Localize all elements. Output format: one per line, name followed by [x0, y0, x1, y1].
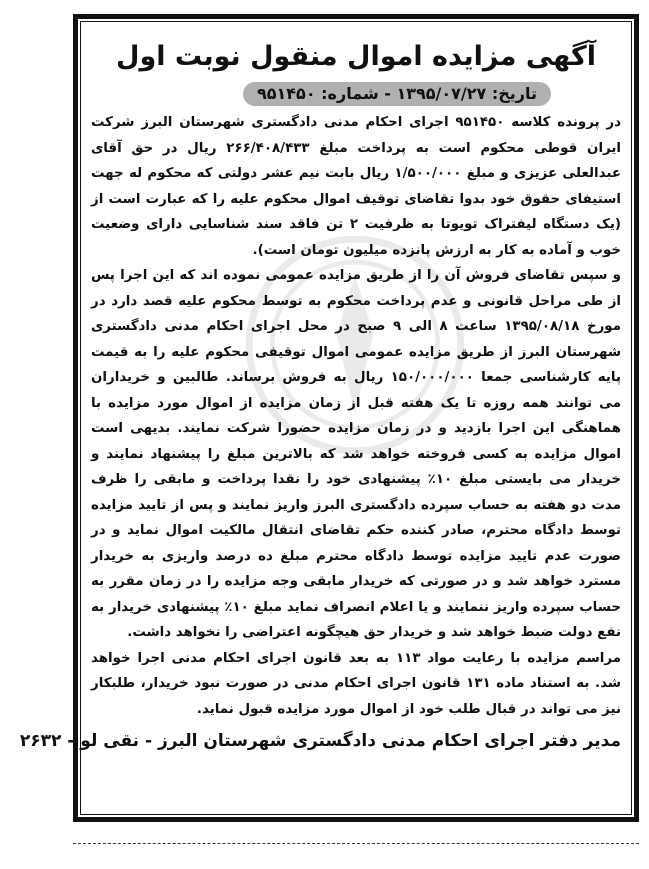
signature-line: مدیر دفتر اجرای احکام مدنی دادگستری شهرستان البرز - نقی لو - ۲۶۳۲ — [19, 731, 621, 751]
notice-body — [91, 110, 621, 722]
notice-title: آگهی مزایده اموال منقول نوبت اول — [116, 41, 596, 72]
date-number-line — [91, 82, 621, 106]
cut-line-separator — [73, 843, 639, 844]
paragraph-auction-terms: و سپس تقاضای فروش آن را از طریق مزایده عمومی نموده اند که این اجرا پس از طی مراحل قانونی و عدم پرداخت محکوم به توسط محکوم علیه قصد دارد در مورخ ۱۳۹۵/۰۸/۱۸ ساعت ۸ الی ۹ صبح در محل اجرای احکام مدنی دادگستری شهرستان البرز از طریق مزایده عمومی اموال توقیفی محکوم علیه را به قیمت پایه کارشناسی جمعا ۱۵۰/۰۰۰/۰۰۰ ریال به فروش برساند. طالبین و خریداران می توانند همه روزه تا یک هفته قبل از زمان مزایده از اموال مورد مزایده با هماهنگی این اجرا بازدید و در زمان مزایده حضورا شرکت نمایند. بدیهی است اموال مزایده به کسی فروخته خواهد شد که بالاترین مبلغ را پیشنهاد نمایند و خریدار می بایستی مبلغ ۱۰٪ پیشنهادی خود را نقدا پرداخت و مابقی را ظرف مدت دو هفته به حساب سپرده دادگستری البرز واریز نمایند و پس از تایید مزایده توسط دادگاه محترم، صادر کننده حکم تقاضای انتقال مالکیت اموال نماید و در صورت عدم تایید مزایده توسط دادگاه محترم مبلغ ده درصد واریزی به خریدار مسترد خواهد شد و در صورتی که خریدار مابقی وجه مزایده را در زمان مقرر به حساب سپرده واریز ننمایند و یا اعلام انصراف نماید مبلغ ۱۰٪ پیشنهادی خریدار به نفع دولت ضبط خواهد شد و خریدار حق هیچگونه اعتراضی را نخواهد داشت. — [91, 268, 622, 640]
notice-box — [19, 21, 632, 815]
paragraph-case-details: در پرونده کلاسه ۹۵۱۴۵۰ اجرای احکام مدنی دادگستری شهرستان البرز شرکت ایران قوطی محکوم است به پرداخت مبلغ ۲۶۶/۴۰۸/۴۳۳ ریال در حق آقای عبدالعلی عزیزی و مبلغ ۱/۵۰۰/۰۰۰ ریال بابت نیم عشر دولتی که محکوم له جهت استیفای حقوق خود بدوا تقاضای توقیف اموال محکوم علیه را که عبارت است از (یک دستگاه لیفتراک تویوتا به ظرفیت ۲ تن فاقد سند شناسایی دارای وضعیت خوب و آماده به کار به ارزش پانزده میلیون تومان است). — [91, 115, 621, 258]
date-badge: تاریخ: ۱۳۹۵/۰۷/۲۷ - شماره: ۹۵۱۴۵۰ — [243, 82, 551, 106]
paragraph-auction-procedure: مراسم مزایده با رعایت مواد ۱۱۳ به بعد قانون اجرای احکام مدنی اجرا خواهد شد. به استناد ماده ۱۳۱ قانون اجرای احکام مدنی در صورت نبود خریدار، طلبکار نیز می تواند در قبال طلب خود از اموال مورد مزایده قبول نماید. — [91, 650, 622, 717]
